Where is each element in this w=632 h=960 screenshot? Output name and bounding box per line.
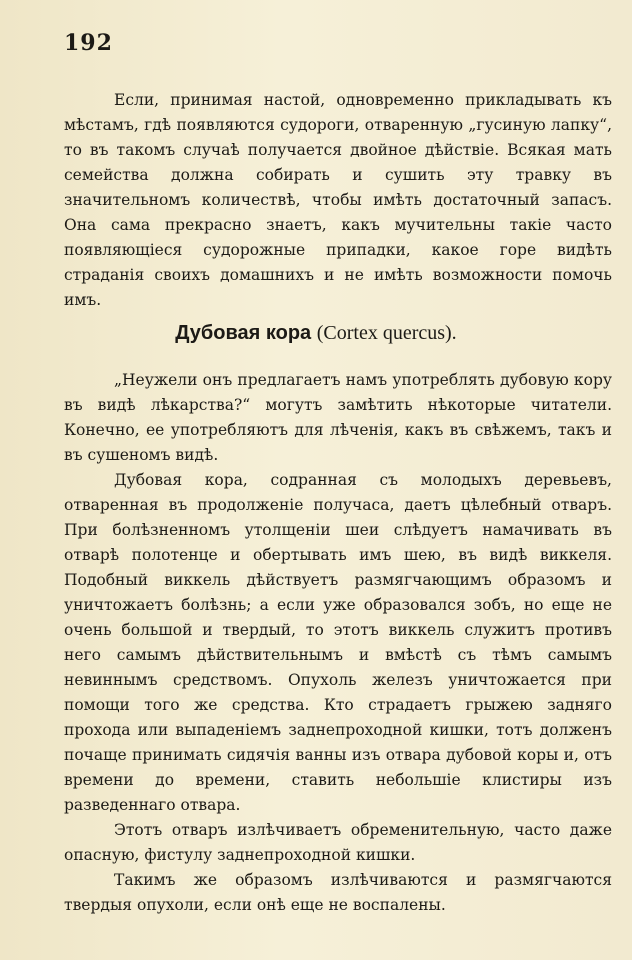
section-latin-name: (Cortex quercus).: [316, 322, 457, 344]
section-text-block: [64, 368, 612, 918]
page-number: 192: [64, 30, 113, 56]
section-paragraph-4: Такимъ же образомъ излѣчиваются и размягчаются твердыя опухоли, если онѣ еще не воспалены.: [64, 871, 612, 914]
section-paragraph-1: „Неужели онъ предлагаетъ намъ употреблять дубовую кору въ видѣ лѣкарства?“ могутъ замѣтить нѣкоторые читатели. Конечно, ее употребляютъ для лѣченія, какъ въ свѣжемъ, такъ и въ сушеномъ видѣ.: [64, 371, 612, 464]
section-paragraph-3: Этотъ отваръ излѣчиваетъ обременительную, часто даже опасную, фистулу заднепроходной кишки.: [64, 821, 612, 864]
section-paragraph-2: Дубовая кора, содранная съ молодыхъ деревьевъ, отваренная въ продолженіе получаса, даетъ цѣлебный отваръ. При болѣзненномъ утолщеніи шеи слѣдуетъ намачивать въ отварѣ полотенце и обертывать имъ шею, въ видѣ виккеля. Подобный виккель дѣйствуетъ размягчающимъ образомъ и уничтожаетъ болѣзнь; а если уже образовался зобъ, но еще не очень большой и твердый, то этотъ виккель служитъ противъ него самымъ дѣйствительнымъ и вмѣстѣ съ тѣмъ самымъ невиннымъ средствомъ. Опухоль железъ уничтожается при помощи того же средства. Кто страдаетъ грыжею задняго прохода или выпаденіемъ заднепроходной кишки, тотъ долженъ почаще принимать сидячія ванны изъ отвара дубовой коры и, отъ времени до времени, ставить небольшіе клистиры изъ разведеннаго отвара.: [64, 471, 612, 814]
intro-paragraph: Если, принимая настой, одновременно прикладывать къ мѣстамъ, гдѣ появляются судороги, отваренную „гусиную лапку“, то въ такомъ случаѣ получается двойное дѣйствіе. Всякая мать семейства должна собирать и сушить эту травку въ значительномъ количествѣ, чтобы имѣть достаточный запасъ. Она сама прекрасно знаетъ, какъ мучительны такіе часто появляющіеся судорожные припадки, какое горе видѣть страданія своихъ домашнихъ и не имѣть возможности помочь имъ.: [64, 91, 612, 309]
intro-text-block: [64, 88, 612, 313]
section-heading: [0, 322, 632, 345]
section-title: Дубовая кора: [175, 322, 312, 344]
